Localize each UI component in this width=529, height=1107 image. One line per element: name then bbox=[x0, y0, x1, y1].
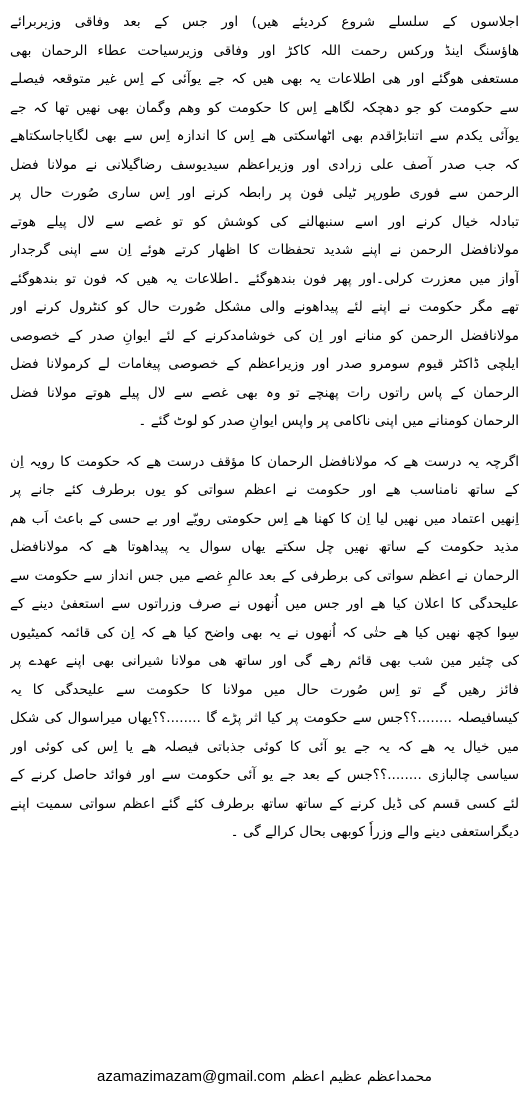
text-line: مستعفی ھوگئے اور ھی اطلاعات یہ بھی ھیں کہ جے یوآئی کے اِس غیر متوقعہ فیصلے bbox=[10, 71, 519, 87]
text-line: کہ جب صدر آصف علی زرادی اور وزیراعظم سیدیوسف رضاگیلانی نے مولانا فضل bbox=[10, 156, 519, 173]
text-line: سِوا کچھ نھیں کیا ھے حتٰی کہ اُنھوں نے یہ بھی واضح کیا ھے کہ اِن کی قائمہ کمیٹیوں bbox=[10, 624, 519, 641]
text-line: اِنھیں اعتماد میں نھیں لیا اِن کا کھنا ھے اِس حکومتی رویّے اور بے حسی کے باعث اَب ھم bbox=[10, 510, 519, 527]
text-line: مولانافضل الرحمن نے اپنے شدید تحفظات کا اظھار کرتے ھوئے اِن سے اپنی گرجدار bbox=[10, 242, 519, 258]
text-line: سیاسی چالبازی ........؟؟جس کے بعد جے یو آئی حکومت سے اور فوائد حاصل کرنے کے bbox=[10, 767, 519, 783]
paragraph-gap bbox=[10, 436, 519, 448]
text-line: یوآئی یکدم سے اتنابڑاقدم بھی اٹھاسکتی ھے اِس کا اندازہ اِس سے بھی لگایاجاسکتاھے bbox=[10, 128, 519, 144]
text-line: الرحمان کومنانے میں اپنی ناکامی پر واپس ایوانِ صدر کو لوٹ گئے ۔ bbox=[138, 413, 519, 429]
text-line: فائز رھیں گے تو اِس صُورت حال میں مولانا کا حکومت سے علیحدگی کا یہ bbox=[10, 681, 519, 698]
author-email[interactable]: azamazimazam@gmail.com bbox=[97, 1068, 286, 1085]
paragraph-2 bbox=[10, 448, 519, 847]
article-body bbox=[10, 8, 519, 847]
author-name: محمداعظم عظیم اعظم bbox=[291, 1069, 432, 1085]
author-signature bbox=[0, 1068, 529, 1085]
text-line: اگرچہ یہ درست ھے کہ مولانافضل الرحمان کا مؤقف درست ھے کہ حکومت کا رویہ اِن bbox=[10, 453, 519, 470]
text-line: علیحدگی کا اعلان کیا ھے اور جس میں اُنھوں نے صرف وزراتوں سے استعفیٰ دینے کے bbox=[10, 596, 519, 612]
text-line: مولانافضل الرحمن کو منانے اور اِن کی خوشامدکرنے کے لئے ایوانِ صدر کے خصوصی bbox=[10, 327, 519, 344]
text-line: کیسافیصلہ ........؟؟جس سے حکومت پر کیا اثر پڑے گا ........؟؟یھاں میراسوال کی شکل bbox=[10, 710, 519, 726]
text-line: دیگراستعفی دینے والے وزراٗ کوبھی بحال کرالے گی ۔ bbox=[230, 824, 519, 840]
text-line: سے حکومت کو جو دھچکہ لگاھے اِس کا حکومت کو وھم وگمان بھی نھیں تھا کہ جے bbox=[10, 99, 519, 116]
text-line: الرحمان کے پاس راتوں رات پھنچے تو وہ بھی غصے سے لال پیلے ھوتے مولانا فضل bbox=[10, 384, 519, 401]
text-line: کے ساتھ نامناسب ھے اور حکومت نے اعظم سواتی کو یوں برطرف کئے جانے پر bbox=[10, 482, 519, 498]
text-line: تھے مگر حکومت نے اپنے لئے پیداھونے والی مشکل صُورت حال کو کنٹرول کرنے اور bbox=[10, 299, 519, 315]
text-line: آواز میں معزرت کرلی۔اور پھر فون بندھوگئے ۔اطلاعات یہ ھیں کہ فون تو بندھوگئے bbox=[10, 270, 519, 287]
text-line: میں خیال یہ ھے کہ یہ جے یو آئی کا کوئی جذباتی فیصلہ ھے یا اِس کی کوئی اور bbox=[10, 738, 519, 755]
text-line: لئے کسی قسم کی ڈیل کرنے کے ساتھ ساتھ برطرف کئے گئے اعظم سواتی سمیت اپنے bbox=[10, 795, 519, 812]
text-line: الرحمان نے اعظم سواتی کی برطرفی کے بعد عالمِ غصے میں جس انداز سے حکومت سے bbox=[10, 567, 519, 584]
text-line: الرحمن سے فوری طورپر ٹیلی فون پر رابطہ کرنے اور اِس ساری صُورت حال پر bbox=[10, 185, 519, 201]
text-line: ھاؤسنگ اینڈ ورکس رحمت اللہ کاکڑ اور وفاقی وزیرسیاحت عطاء الرحمان بھی bbox=[10, 42, 519, 59]
text-line: اجلاسوں کے سلسلے شروع کردیئے ھیں) اور جس کے بعد وفاقی وزیربرائے bbox=[10, 14, 519, 30]
text-line: مذید حکومت کے ساتھ نھیں چل سکتے یھاں سوال یہ پیداھوتا ھے کہ مولانافضل bbox=[10, 539, 519, 555]
text-line: کی چئیر مین شب بھی قائم رھے گی اور ساتھ ھی مولانا شیرانی بھی اپنے عھدے پر bbox=[10, 653, 519, 669]
text-line: ایلچی ڈاکٹر قیوم سومرو صدر اور وزیراعظم کے خصوصی پیغامات لے کرمولانا فضل bbox=[10, 356, 519, 372]
paragraph-1 bbox=[10, 8, 519, 436]
text-line: تبادلہ خیال کرنے اور اسے سنبھالنے کی کوشش کو تو غصے سے لال پیلے ھوتے bbox=[10, 213, 519, 230]
